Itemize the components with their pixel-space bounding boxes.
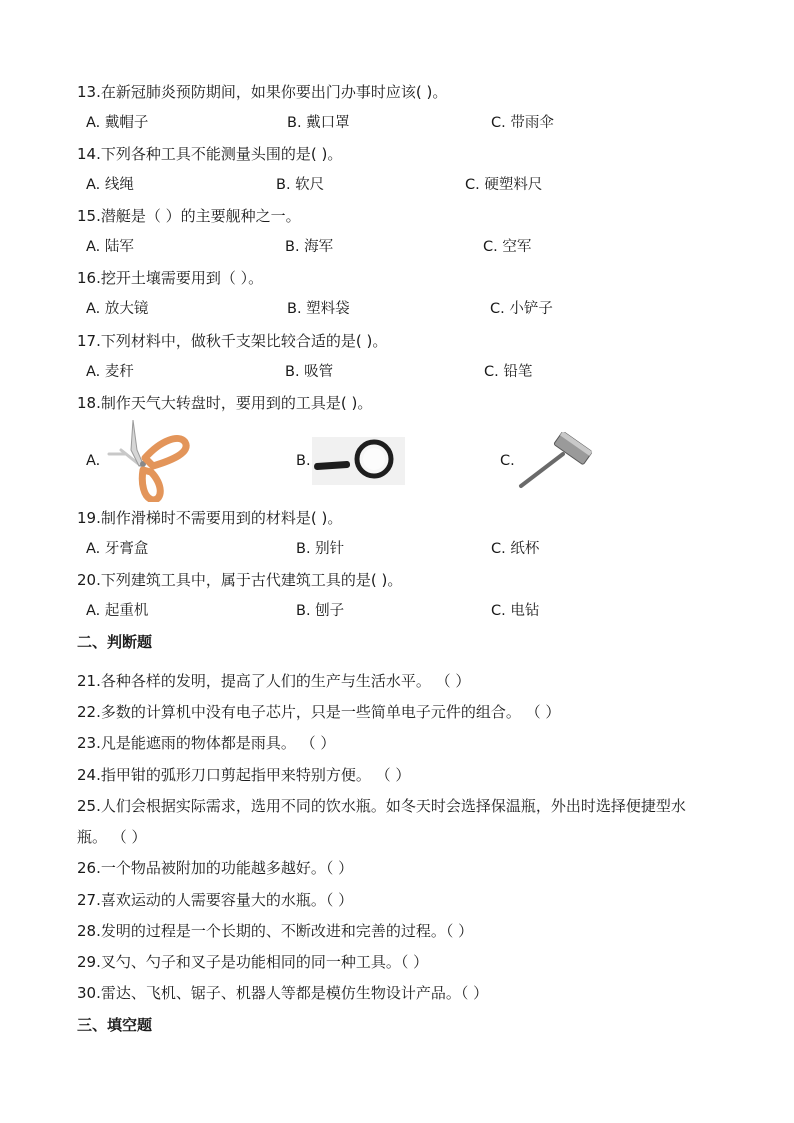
question-16: 16.挖开土壤需要用到（ ）。 xyxy=(77,269,264,287)
q15-option-c: C. 空军 xyxy=(483,239,532,255)
q19-option-c: C. 纸杯 xyxy=(491,541,540,557)
judgment-22: 22.多数的计算机中没有电子芯片，只是一些简单电子元件的组合。 （ ） xyxy=(77,703,561,721)
q14-option-b: B. 软尺 xyxy=(276,177,325,193)
question-18: 18.制作天气大转盘时，要用到的工具是( )。 xyxy=(77,394,373,412)
judgment-25-cont: 瓶。 （ ） xyxy=(77,828,147,846)
judgment-27: 27.喜欢运动的人需要容量大的水瓶。（ ） xyxy=(77,891,354,909)
question-13: 13.在新冠肺炎预防期间，如果你要出门办事时应该( )。 xyxy=(77,83,448,101)
judgment-21: 21.各种各样的发明，提高了人们的生产与生活水平。 （ ） xyxy=(77,672,471,690)
hammer-image xyxy=(515,432,595,490)
q19-option-a: A. 牙膏盒 xyxy=(86,541,149,557)
q14-option-c: C. 硬塑料尺 xyxy=(465,177,543,193)
q17-option-c: C. 铅笔 xyxy=(484,364,533,380)
judgment-25: 25.人们会根据实际需求，选用不同的饮水瓶。如冬天时会选择保温瓶，外出时选择便捷型水 xyxy=(77,797,686,815)
q13-option-b: B. 戴口罩 xyxy=(287,115,350,131)
q15-option-a: A. 陆军 xyxy=(86,239,134,255)
q16-option-c: C. 小铲子 xyxy=(490,301,553,317)
q20-option-a: A. 起重机 xyxy=(86,603,149,619)
q20-option-b: B. 刨子 xyxy=(296,603,345,619)
scissors-image xyxy=(103,420,193,502)
q18-option-b: B. xyxy=(296,453,311,469)
question-17: 17.下列材料中，做秋千支架比较合适的是( )。 xyxy=(77,332,388,350)
judgment-29: 29.叉勺、勺子和叉子是功能相同的同一种工具。（ ） xyxy=(77,953,429,971)
judgment-26: 26.一个物品被附加的功能越多越好。（ ） xyxy=(77,859,354,877)
q15-option-b: B. 海军 xyxy=(285,239,334,255)
q16-option-b: B. 塑料袋 xyxy=(287,301,350,317)
q17-option-b: B. 吸管 xyxy=(285,364,334,380)
section-title-judgment: 二、判断题 xyxy=(77,633,153,651)
q18-option-a: A. xyxy=(86,453,101,469)
q18-option-c: C. xyxy=(500,453,515,469)
q14-option-a: A. 线绳 xyxy=(86,177,134,193)
magnifying-glass-image xyxy=(312,437,405,485)
question-19: 19.制作滑梯时不需要用到的材料是( )。 xyxy=(77,509,343,527)
q17-option-a: A. 麦秆 xyxy=(86,364,134,380)
judgment-23: 23.凡是能遮雨的物体都是雨具。 （ ） xyxy=(77,734,336,752)
q16-option-a: A. 放大镜 xyxy=(86,301,149,317)
q20-option-c: C. 电钻 xyxy=(491,603,540,619)
q13-option-c: C. 带雨伞 xyxy=(491,115,554,131)
question-20: 20.下列建筑工具中，属于古代建筑工具的是( )。 xyxy=(77,571,403,589)
judgment-28: 28.发明的过程是一个长期的、不断改进和完善的过程。（ ） xyxy=(77,922,474,940)
judgment-24: 24.指甲钳的弧形刀口剪起指甲来特别方便。 （ ） xyxy=(77,766,411,784)
judgment-30: 30.雷达、飞机、锯子、机器人等都是模仿生物设计产品。（ ） xyxy=(77,984,489,1002)
section-title-fill-blank: 三、填空题 xyxy=(77,1016,153,1034)
question-14: 14.下列各种工具不能测量头围的是( )。 xyxy=(77,145,343,163)
q19-option-b: B. 别针 xyxy=(296,541,345,557)
question-15: 15.潜艇是（ ）的主要舰种之一。 xyxy=(77,207,301,225)
q13-option-a: A. 戴帽子 xyxy=(86,115,149,131)
